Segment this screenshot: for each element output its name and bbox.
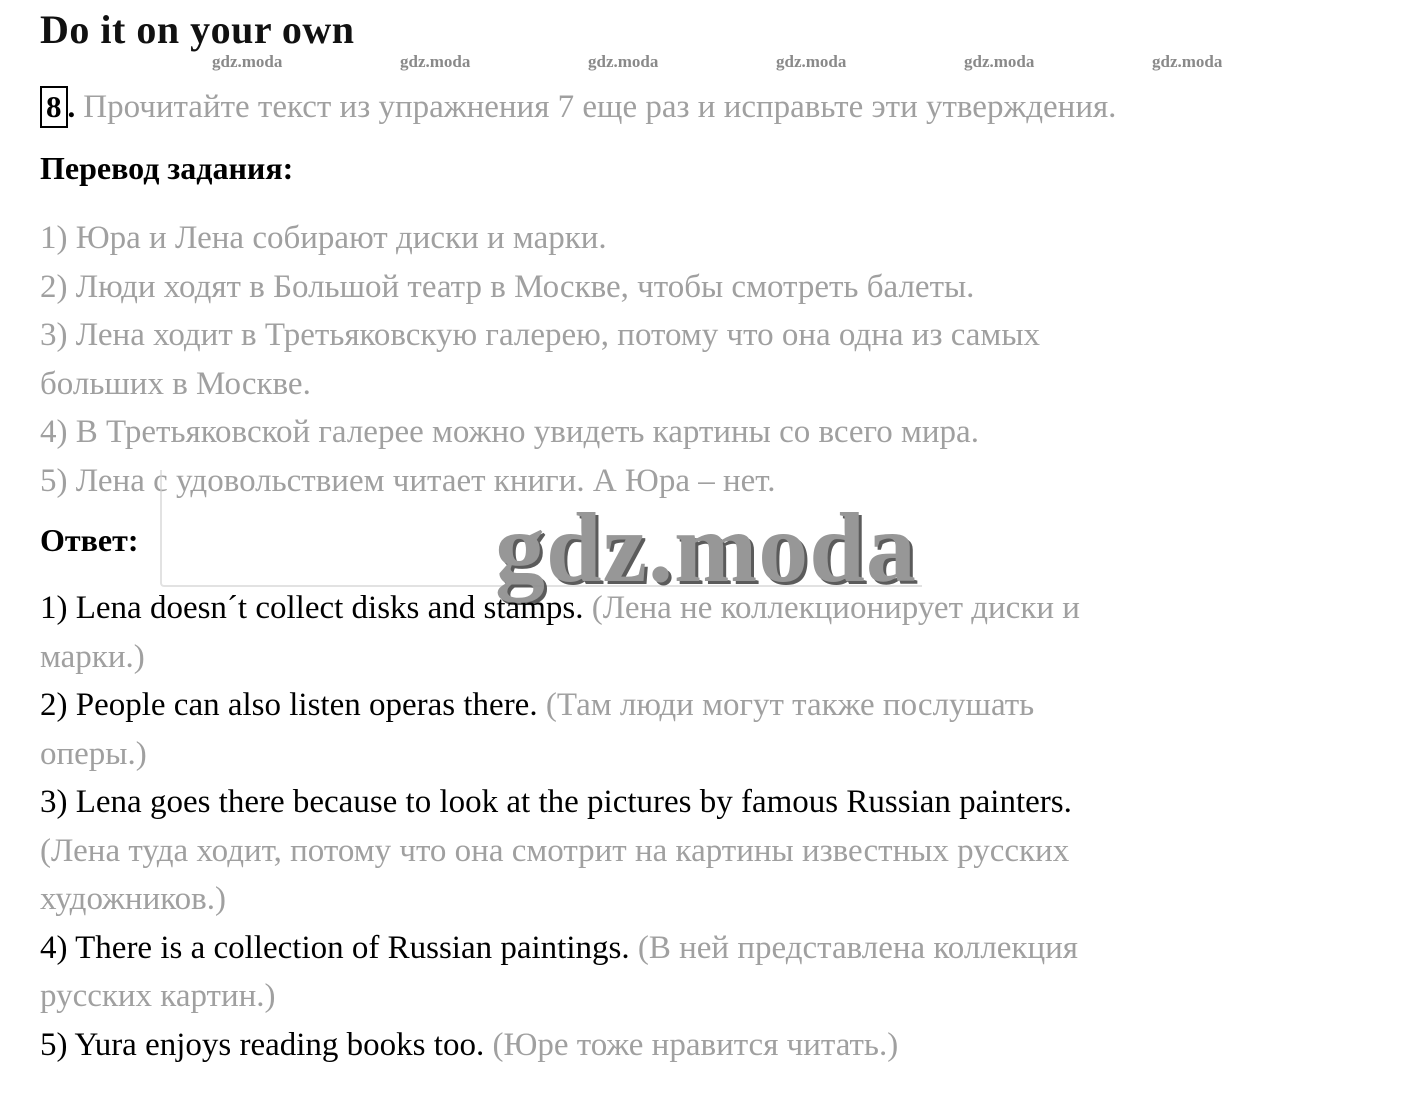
translation-line: больших в Москве. xyxy=(40,365,311,402)
answer-line xyxy=(40,633,1360,682)
answer-english: 1) Lena doesn´t collect disks and stamps. xyxy=(40,590,592,626)
answer-line xyxy=(40,778,1360,827)
answer-line xyxy=(40,875,1360,924)
watermark-small: gdz.moda xyxy=(400,52,471,71)
watermark-small: gdz.moda xyxy=(1152,52,1223,71)
answer-line xyxy=(40,924,1360,973)
watermark-small: gdz.moda xyxy=(588,52,659,71)
watermark-small: gdz.moda xyxy=(212,52,283,71)
task-number-box: 8 xyxy=(40,86,68,128)
answer-russian: (Юре тоже нравится читать.) xyxy=(492,1026,899,1063)
answer-english: 3) Lena goes there because to look at the pictures by famous Russian painters. xyxy=(40,784,1072,820)
translation-line: 3) Лена ходит в Третьяковскую галерею, потому что она одна из самых xyxy=(40,317,1040,353)
answer-russian: (Там люди могут также послушать xyxy=(545,687,1035,723)
watermark-logo: gdz.moda xyxy=(495,492,917,603)
answer-russian: (Лена не коллекционирует диски и xyxy=(591,590,1080,626)
answer-line xyxy=(40,730,1360,779)
answer-line xyxy=(40,584,1360,633)
answer-english: 5) Yura enjoys reading books too. xyxy=(40,1026,493,1063)
answer-english: 4) There is a collection of Russian paintings. xyxy=(40,929,638,966)
translation-label: Перевод задания: xyxy=(40,150,294,186)
watermark-small: gdz.moda xyxy=(964,52,1035,71)
answer-russian: художников.) xyxy=(40,881,226,917)
answer-line xyxy=(40,681,1360,730)
answer-russian: (В ней представлена коллекция xyxy=(637,929,1078,966)
answer-russian: русских картин.) xyxy=(40,978,276,1014)
answer-english: 2) People can also listen operas there. xyxy=(40,687,546,723)
watermark-small: gdz.moda xyxy=(776,52,847,71)
translation-list xyxy=(40,214,1360,505)
answer-list xyxy=(40,584,1360,1069)
answer-russian: (Лена туда ходит, потому что она смотрит на картины известных русских xyxy=(40,832,1070,869)
task-number-dot: . xyxy=(67,89,76,124)
answer-russian: марки.) xyxy=(40,638,145,675)
translation-line: 4) В Третьяковской галерее можно увидеть картины со всего мира. xyxy=(40,414,979,450)
answer-russian: оперы.) xyxy=(40,735,147,772)
translation-line: 5) Лена с удовольствием читает книги. А Юра – нет. xyxy=(40,462,776,499)
translation-line: 2) Люди ходят в Большой театр в Москве, чтобы смотреть балеты. xyxy=(40,268,975,305)
task-row xyxy=(40,86,1116,128)
answer-line xyxy=(40,972,1360,1021)
translation-line: 1) Юра и Лена собирают диски и марки. xyxy=(40,220,607,256)
answer-label: Ответ: xyxy=(40,522,139,558)
task-instruction: Прочитайте текст из упражнения 7 еще раз и исправьте эти утверждения. xyxy=(83,88,1117,125)
answer-line xyxy=(40,1021,1360,1070)
page-heading: Do it on your own xyxy=(40,7,355,52)
answer-line xyxy=(40,827,1360,876)
